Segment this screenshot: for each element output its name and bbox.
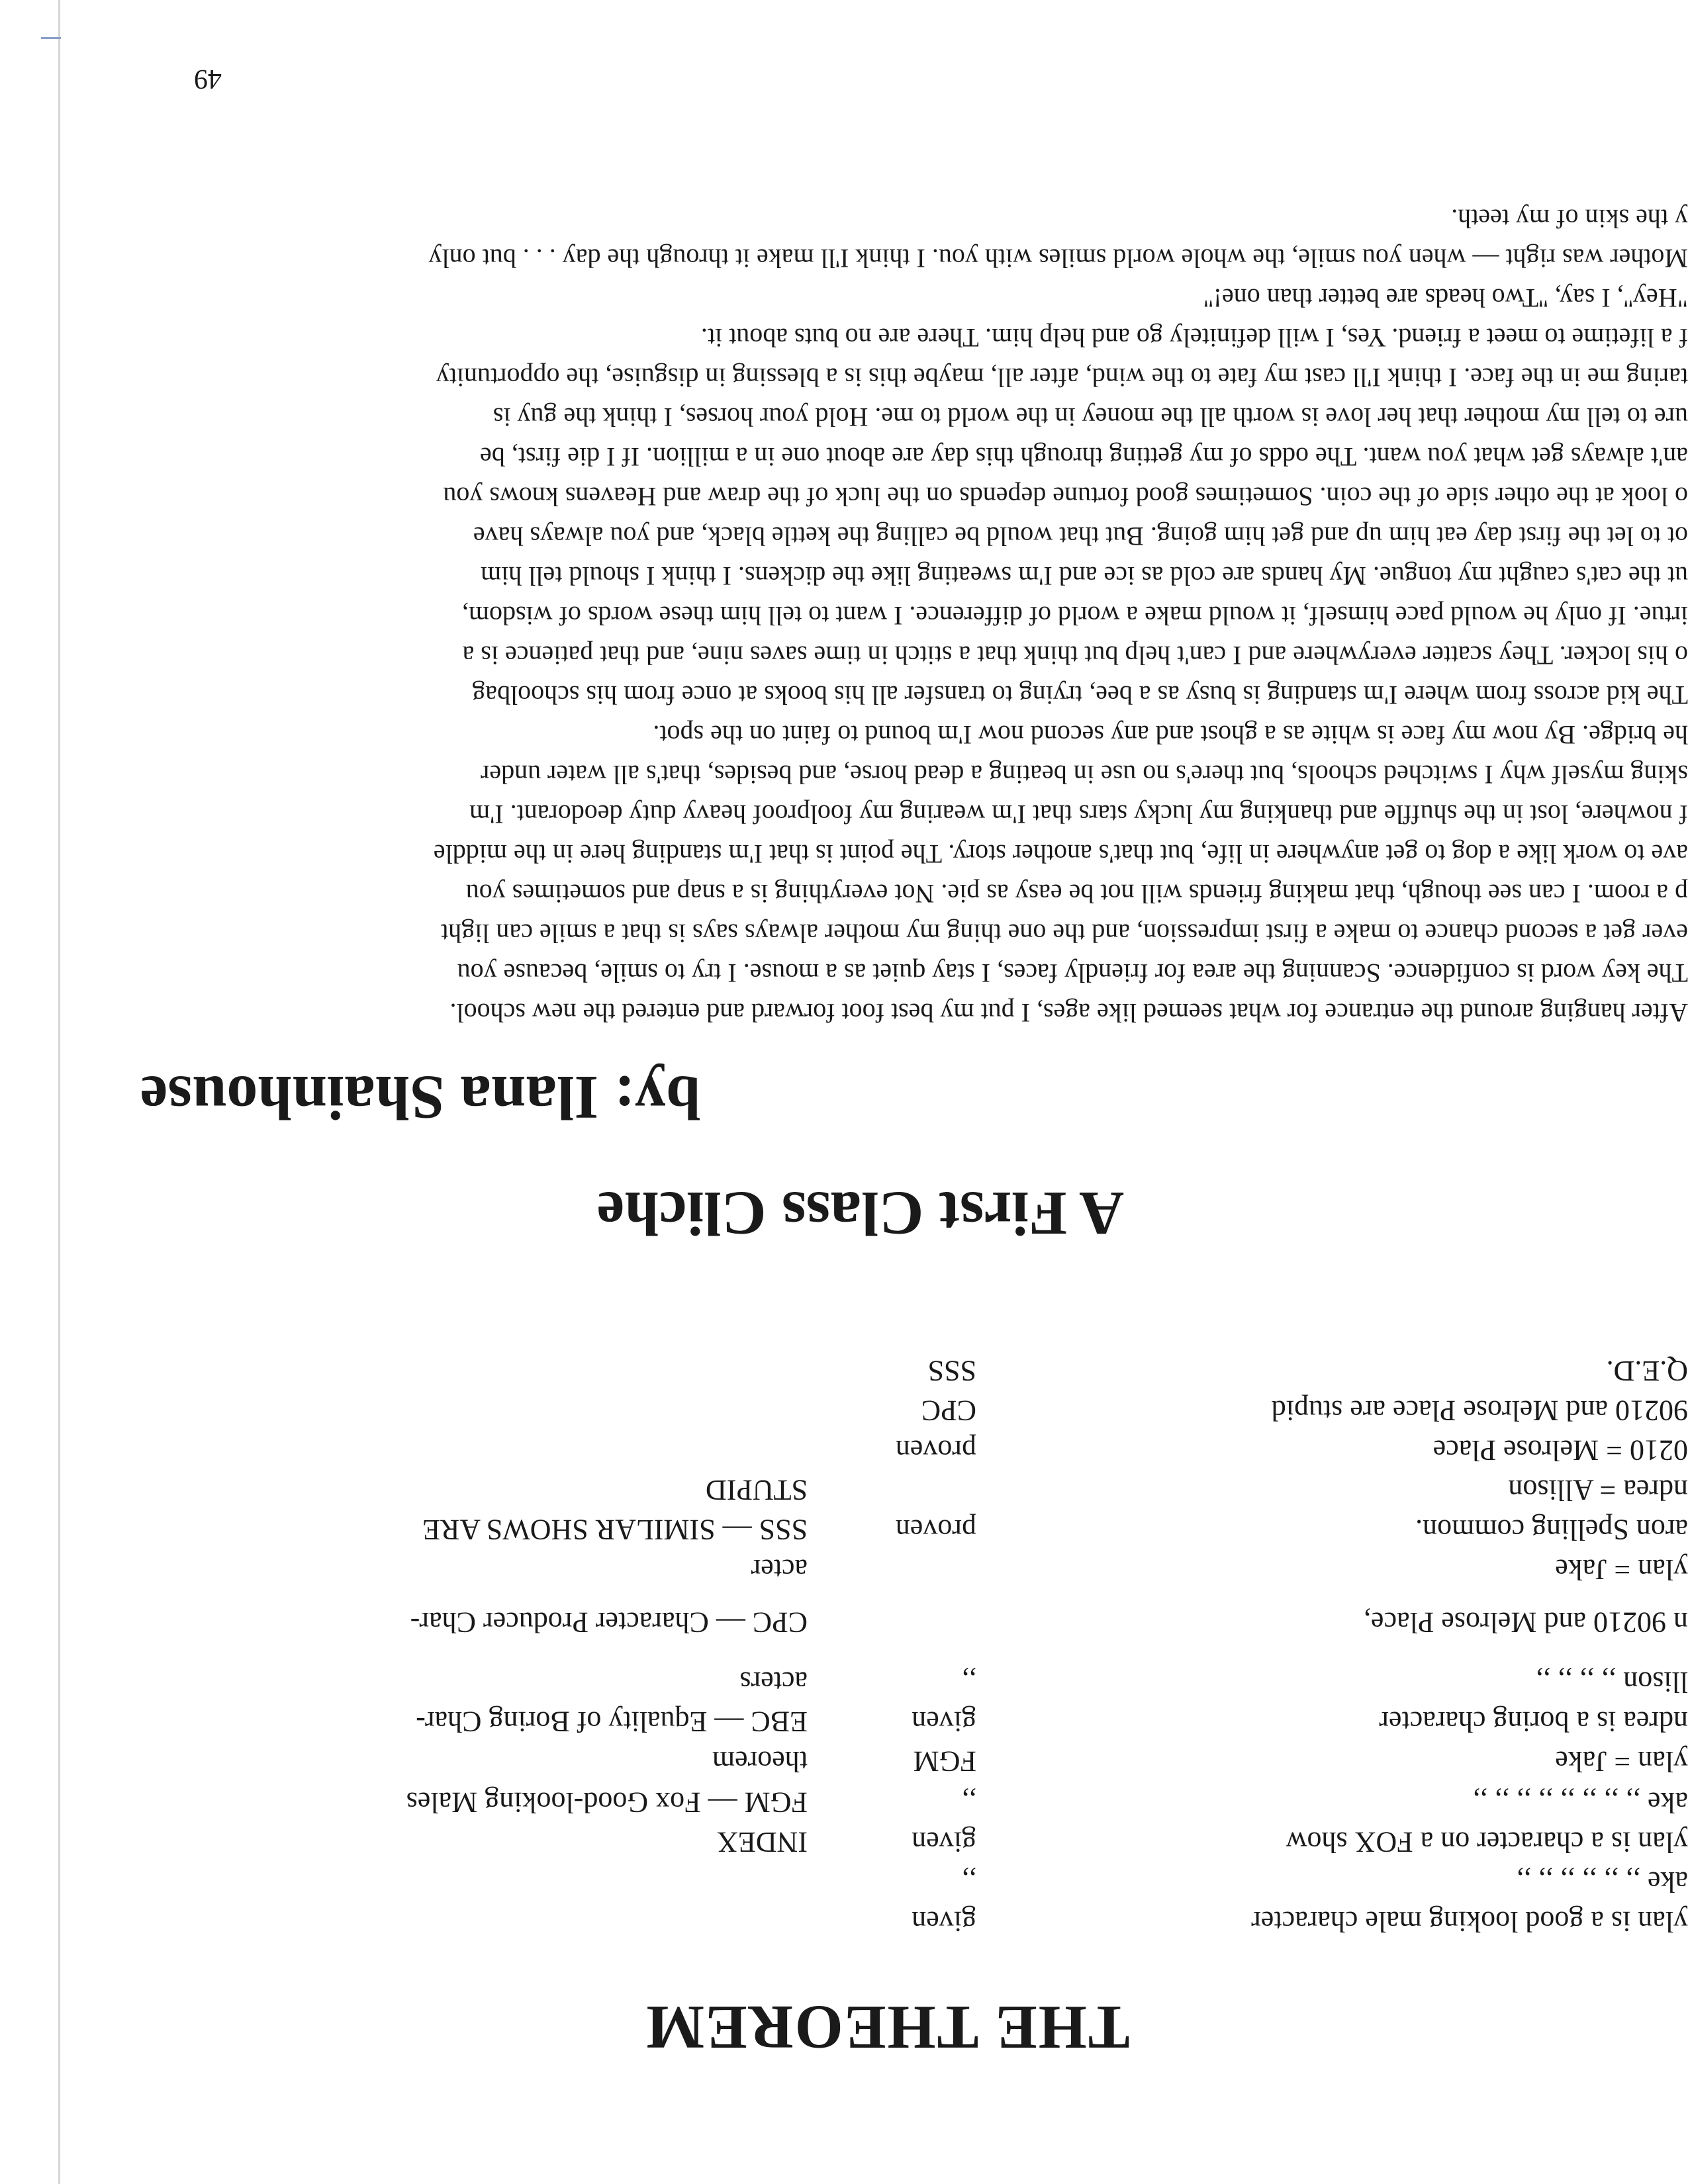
index-entry-fgm-note: theorem bbox=[712, 1745, 808, 1778]
story-line-5: ave to work like a dog to get anywhere in life, but that's another story. The point is that I'm standing here in the middle bbox=[433, 839, 1688, 869]
story-line-6: f nowhere, lost in the shuffle and thanking my lucky stars that I'm wearing my foolproof heavy duty deodorant. I'm bbox=[469, 799, 1688, 829]
story-line-10: o his locker. They scatter everywhere and I can't help but think that a stitch in time saves nine, and that patience is a bbox=[462, 641, 1688, 670]
index-heading: INDEX bbox=[717, 1826, 808, 1858]
theorem-title: THE THEOREM bbox=[644, 1993, 1130, 2062]
theorem-line-3: ylan is a character on a FOX show bbox=[1286, 1826, 1688, 1858]
theorem-line-6: ndrea is a boring character bbox=[1379, 1706, 1688, 1738]
proven-label: proven bbox=[895, 1514, 976, 1546]
story-line-16: ure to tell my mother that her love is worth all the money in the world to me. Hold your horses, I think the guy is bbox=[492, 402, 1688, 432]
story-line-1: After hanging around the entrance for what seemed like ages, I put my best foot forward and entered the new school. bbox=[449, 998, 1688, 1028]
proven-label: proven bbox=[895, 1434, 976, 1467]
story-line-12: ut the cat's caught my tongue. My hands are cold as ice and I'm sweating like the dickens. I think I should tell him bbox=[481, 561, 1688, 591]
theorem-line-1: ylan is a good looking male character bbox=[1251, 1905, 1688, 1938]
story-line-4: p a room. I can see though, that making friends will not be easy as pie. Not everything is a snap and sometimes you bbox=[465, 879, 1688, 909]
story-line-17: taring me in the face. I think I'll cast my fate to the wind, after all, maybe this is a blessing in disguise, the opportunity bbox=[436, 363, 1688, 392]
story-line-20: Mother was right — when you smile, the whole world smiles with you. I think I'll make it through the day . . . but only bbox=[428, 244, 1688, 273]
theorem-line-12: 0210 = Melrose Place bbox=[1432, 1434, 1688, 1467]
theorem-line-13: 90210 and Melrose Place are stupid bbox=[1271, 1394, 1688, 1427]
ditto-mark: ,, bbox=[962, 1666, 976, 1698]
story-byline: by: Ilana Shainhouse bbox=[140, 1063, 701, 1132]
theorem-line-14: Q.E.D. bbox=[1606, 1355, 1688, 1387]
ditto-mark: ,, bbox=[962, 1786, 976, 1819]
story-line-7: sking myself why I switched schools, but there's no use in beating a dead horse, and besides, that's all water under bbox=[481, 760, 1688, 790]
given-label: given bbox=[912, 1706, 976, 1738]
index-entry-ebc-cont: acters bbox=[739, 1666, 808, 1698]
story-line-14: o look at the other side of the coin. Sometimes good fortune depends on the luck of the draw and Heavens knows you bbox=[443, 482, 1688, 512]
theorem-line-8: n 90210 and Melrose Place, bbox=[1364, 1606, 1688, 1639]
story-line-19: "Hey'', I say, ''Two heads are better than one!'' bbox=[1203, 283, 1688, 313]
story-line-18: f a lifetime to meet a friend. Yes, I will definitely go and help him. There are no buts about it. bbox=[700, 323, 1688, 353]
story-line-15: an't always get what you want. The odds of my getting through this day are about one in a million. If I die first, be bbox=[480, 442, 1688, 472]
ditto-mark: ,, bbox=[962, 1866, 976, 1898]
story-line-8: he bridge. By now my face is white as a ghost and any second now I'm bound to faint on the spot. bbox=[653, 720, 1688, 750]
story-line-13: ot to let the first day eat him up and get him going. But that would be calling the kettle black, and you always have bbox=[473, 522, 1688, 551]
story-line-2: The key word is confidence. Scanning the area for friendly faces, I stay quiet as a mouse. I try to smile, because you bbox=[457, 958, 1688, 988]
story-section bbox=[40, 0, 1688, 1248]
cpc-label: CPC bbox=[921, 1394, 976, 1427]
theorem-line-9: ylan = Jake bbox=[1555, 1553, 1688, 1586]
index-entry-ebc: EBC — Equality of Boring Char- bbox=[416, 1706, 808, 1738]
story-line-21: y the skin of my teeth. bbox=[1451, 204, 1688, 234]
given-label: given bbox=[912, 1826, 976, 1858]
theorem-line-11: ndrea = Allison bbox=[1508, 1474, 1688, 1506]
index-entry-cpc: CPC — Character Producer Char- bbox=[410, 1606, 808, 1639]
theorem-line-2: ake ,, ,, ,, ,, ,, ,, bbox=[1516, 1866, 1688, 1898]
story-line-3: ever get a second chance to make a first impression, and the one thing my mother always says is that a smile can light bbox=[441, 919, 1688, 948]
theorem-line-7: llison ,, ,, ,, ,, bbox=[1536, 1666, 1688, 1698]
index-entry-cpc-cont: acter bbox=[751, 1553, 808, 1586]
index-entry-fgm: FGM — Fox Good-looking Males bbox=[406, 1786, 808, 1819]
theorem-section bbox=[406, 1205, 1688, 2062]
given-label: given bbox=[912, 1905, 976, 1938]
theorem-line-5: ylan = Jake bbox=[1555, 1745, 1688, 1778]
story-line-11: irtue. If only he would pace himself, it would make a world of difference. I want to tell him these words of wisdom, bbox=[461, 601, 1688, 631]
fgm-label: FGM bbox=[913, 1745, 976, 1778]
story-line-9: The kid across from where I'm standing is busy as a bee, trying to transfer all his books at once from his schoolbag bbox=[472, 680, 1688, 710]
theorem-line-4: ake ,, ,, ,, ,, ,, ,, ,, ,, bbox=[1472, 1786, 1688, 1819]
theorem-line-10: aron Spelling common. bbox=[1415, 1514, 1688, 1546]
page-number: 49 bbox=[194, 64, 222, 94]
index-entry-sss-cont: STUPID bbox=[705, 1474, 808, 1506]
index-entry-sss: SSS — SIMILAR SHOWS ARE bbox=[422, 1514, 808, 1546]
story-title: A First Class Cliche bbox=[596, 1179, 1125, 1248]
sss-label: SSS bbox=[927, 1355, 976, 1387]
